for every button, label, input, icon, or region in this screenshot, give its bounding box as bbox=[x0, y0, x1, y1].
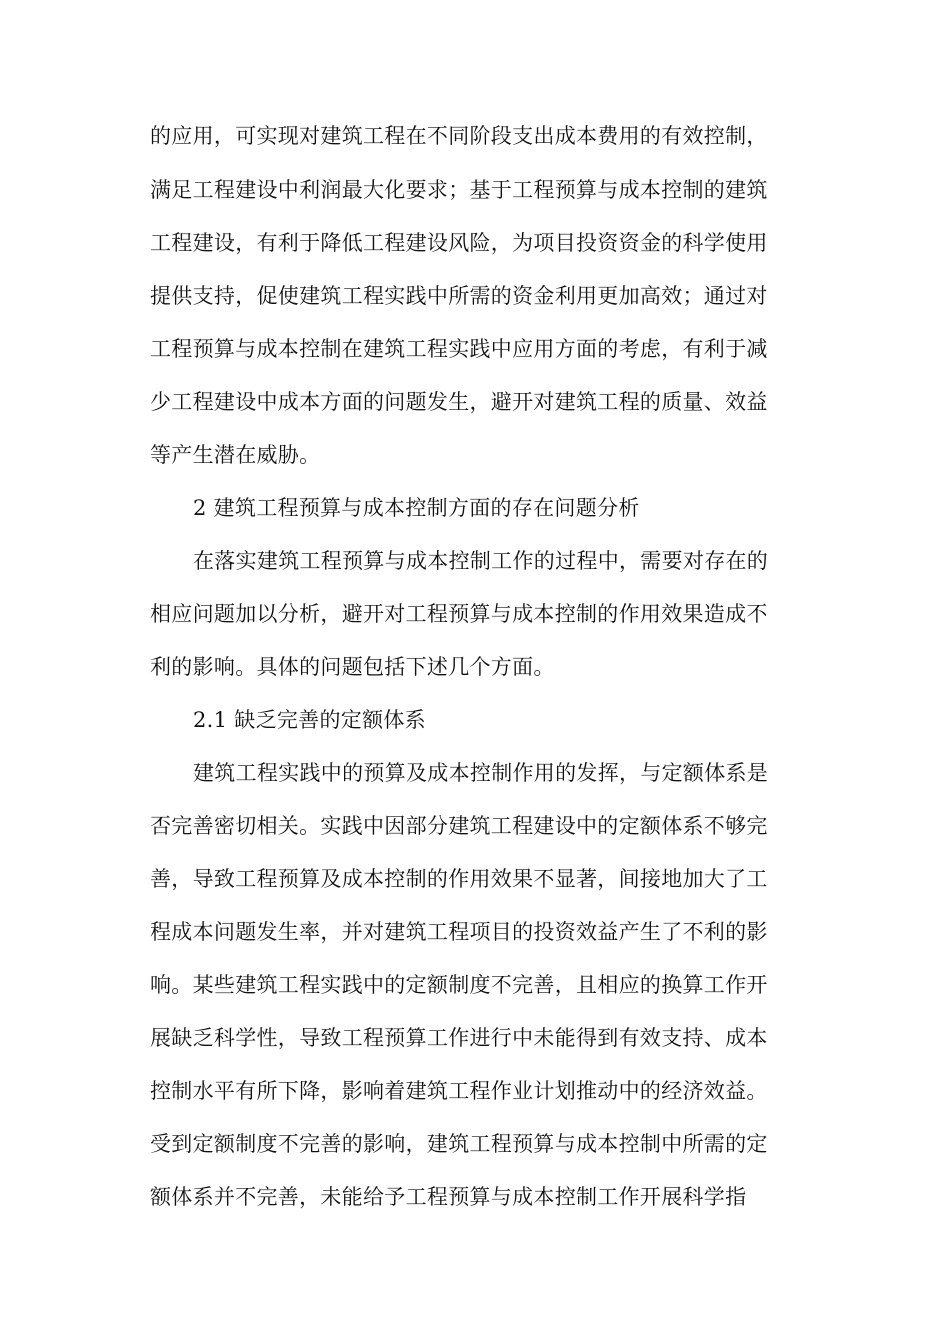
text-line: 受到定额制度不完善的影响，建筑工程预算与成本控制中所需的定 bbox=[150, 1132, 768, 1156]
text-line: 相应问题加以分析，避开对工程预算与成本控制的作用效果造成不 bbox=[150, 602, 768, 626]
section-heading: 2 建筑工程预算与成本控制方面的存在问题分析 bbox=[193, 496, 640, 520]
text-line: 少工程建设中成本方面的问题发生，避开对建筑工程的质量、效益 bbox=[150, 390, 768, 414]
text-line: 控制水平有所下降，影响着建筑工程作业计划推动中的经济效益。 bbox=[150, 1079, 768, 1103]
text-line: 等产生潜在威胁。 bbox=[150, 443, 321, 467]
text-line: 建筑工程实践中的预算及成本控制作用的发挥，与定额体系是 bbox=[193, 761, 769, 785]
text-line: 否完善密切相关。实践中因部分建筑工程建设中的定额体系不够完 bbox=[150, 814, 768, 838]
text-line: 展缺乏科学性，导致工程预算工作进行中未能得到有效支持、成本 bbox=[150, 1026, 768, 1050]
text-line: 的应用，可实现对建筑工程在不同阶段支出成本费用的有效控制， bbox=[150, 124, 768, 148]
text-line: 善，导致工程预算及成本控制的作用效果不显著，间接地加大了工 bbox=[150, 867, 768, 891]
text-line: 提供支持，促使建筑工程实践中所需的资金利用更加高效；通过对 bbox=[150, 284, 768, 308]
subsection-heading: 2.1 缺乏完善的定额体系 bbox=[193, 708, 426, 732]
text-line: 在落实建筑工程预算与成本控制工作的过程中，需要对存在的 bbox=[193, 549, 769, 573]
text-line: 工程建设，有利于降低工程建设风险，为项目投资资金的科学使用 bbox=[150, 231, 768, 255]
text-line: 满足工程建设中利润最大化要求；基于工程预算与成本控制的建筑 bbox=[150, 178, 768, 202]
text-line: 响。某些建筑工程实践中的定额制度不完善，且相应的换算工作开 bbox=[150, 973, 768, 997]
text-line: 程成本问题发生率，并对建筑工程项目的投资效益产生了不利的影 bbox=[150, 920, 768, 944]
text-line: 利的影响。具体的问题包括下述几个方面。 bbox=[150, 655, 555, 679]
text-line: 工程预算与成本控制在建筑工程实践中应用方面的考虑，有利于减 bbox=[150, 337, 768, 361]
text-line: 额体系并不完善，未能给予工程预算与成本控制工作开展科学指 bbox=[150, 1185, 747, 1209]
